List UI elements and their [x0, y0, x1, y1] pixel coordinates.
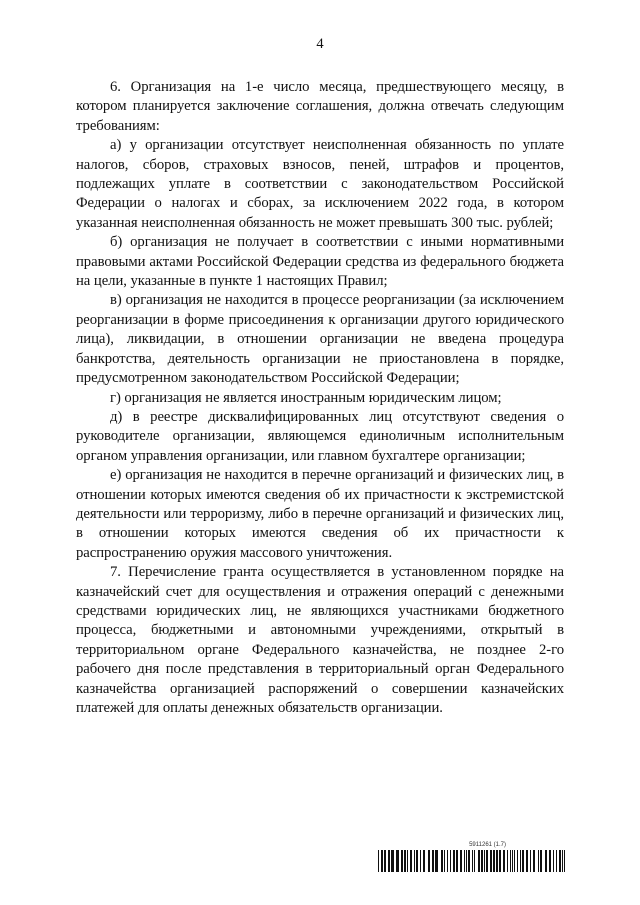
paragraph-6v: в) организация не находится в процессе реорганизации (за исключением реорганизации в форме присоединения к организации другого юридического лица), ликвидации, в отношении организации не введена процедура банкротства, деятельность организации не приостановлена в порядке, предусмотренном законодательством Российской Федерации; [76, 292, 564, 387]
barcode-label: 5911261 (1.7) [469, 842, 506, 848]
paragraph-6d: д) в реестре дисквалифицированных лиц отсутствуют сведения о руководителе организации, являющемся единоличным исполнительным органом управления организации, или главном бухгалтере организации; [76, 408, 564, 464]
paragraph-6b: б) организация не получает в соответствии с иными нормативными правовыми актами Российской Федерации средства из федерального бюджета на цели, указанные в пункте 1 настоящих Правил; [76, 234, 564, 290]
paragraph-6: 6. Организация на 1-е число месяца, предшествующего месяцу, в котором планируется заключение соглашения, должна отвечать следующим требованиям: [76, 79, 564, 134]
paragraph-7: 7. Перечисление гранта осуществляется в установленном порядке на казначейский счет для осуществления и отражения операций с денежными средствами юридических лиц, не являющихся участниками бюджетного процесса, бюджетными и автономными учреждениями, открытый в территориальном органе Федерального казначейства, не позднее 2-го рабочего дня после представления в территориальный орган Федерального казначейства организацией распоряжений о совершении казначейских платежей для оплаты денежных обязательств организации. [76, 564, 564, 716]
barcode-area [378, 842, 566, 872]
document-body [76, 78, 564, 718]
barcode-icon [378, 850, 566, 872]
paragraph-6e: е) организация не находится в перечне организаций и физических лиц, в отношении которых имеются сведения об их причастности к экстремистской деятельности или терроризму, либо в перечне организаций и физических лиц, в отношении которых имеются сведения об их причастности к распространению оружия массового уничтожения. [76, 467, 564, 561]
page-number: 4 [316, 36, 324, 52]
paragraph-6g: г) организация не является иностранным юридическим лицом; [110, 389, 502, 406]
paragraph-6a: а) у организации отсутствует неисполненная обязанность по уплате налогов, сборов, страховых взносов, пеней, штрафов и процентов, подлежащих уплате в соответствии с законодательством Российской Федерации о налогах и сборах, за исключением 2022 года, в котором указанная неисполненная обязанность не может превышать 300 тыс. рублей; [76, 137, 564, 231]
